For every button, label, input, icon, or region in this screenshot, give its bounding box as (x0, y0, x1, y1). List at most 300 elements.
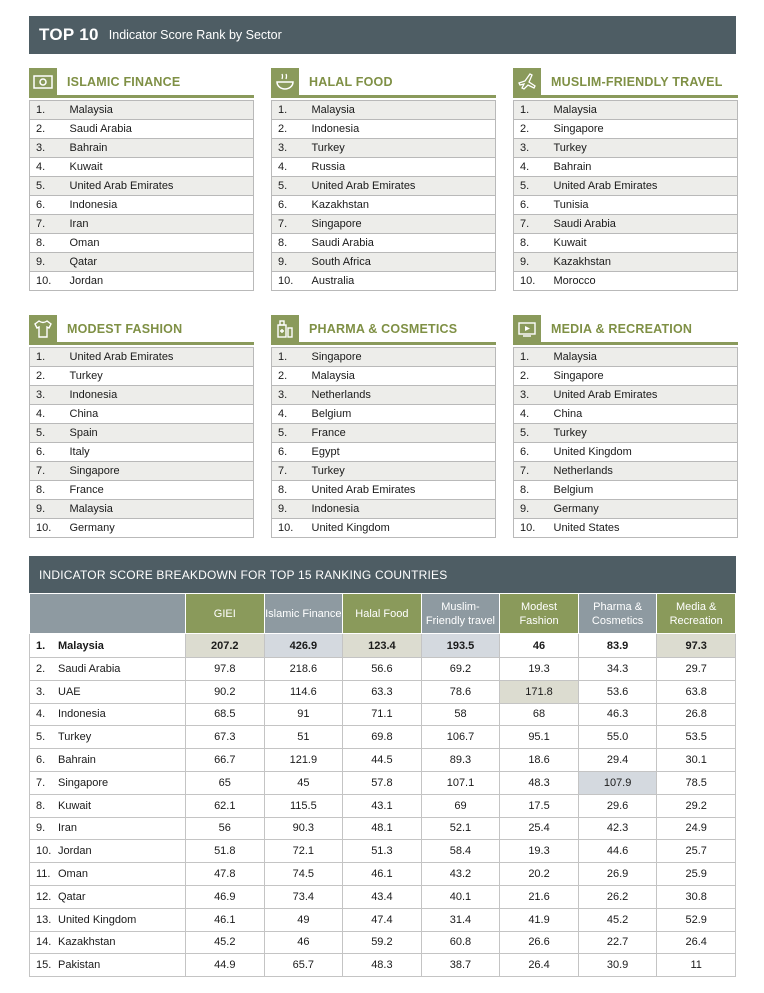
sector-rank-list (29, 347, 254, 538)
country-name: Oman (58, 868, 88, 881)
score-cell: 45 (264, 771, 343, 794)
rank-number: 2. (272, 367, 306, 386)
score-cell: 106.7 (421, 726, 500, 749)
rank-number: 8. (514, 481, 548, 500)
score-cell: 57.8 (343, 771, 422, 794)
rank-country: United Arab Emirates (306, 481, 496, 500)
score-cell: 62.1 (186, 794, 265, 817)
rank-row (30, 443, 254, 462)
score-cell: 218.6 (264, 658, 343, 681)
score-cell: 30.8 (657, 885, 736, 908)
rank-country: Spain (64, 424, 254, 443)
rank-number: 8. (30, 481, 64, 500)
rank-number: 8. (272, 234, 306, 253)
score-cell: 90.2 (186, 680, 265, 703)
rank-country: Singapore (548, 120, 738, 139)
rank-number: 15. (36, 959, 52, 972)
country-cell (30, 885, 186, 908)
rank-number: 5. (514, 177, 548, 196)
rank-number: 6. (514, 196, 548, 215)
rank-country: Turkey (306, 139, 496, 158)
rank-country: Malaysia (64, 500, 254, 519)
rank-country: United Arab Emirates (64, 348, 254, 367)
rank-row (514, 196, 738, 215)
corner-cell (30, 594, 186, 634)
rank-number: 10. (272, 519, 306, 538)
rank-country: Belgium (548, 481, 738, 500)
score-cell: 41.9 (500, 908, 579, 931)
table-row (30, 726, 736, 749)
rank-row (272, 139, 496, 158)
rank-number: 5. (30, 177, 64, 196)
sector-rank-list (513, 100, 738, 291)
score-cell: 29.7 (657, 658, 736, 681)
rank-number: 2. (30, 120, 64, 139)
country-name: Bahrain (58, 754, 96, 767)
rank-number: 8. (30, 234, 64, 253)
banner-title: TOP 10 (39, 25, 99, 44)
table-row (30, 703, 736, 726)
sector-title: ISLAMIC FINANCE (67, 74, 181, 89)
score-cell: 67.3 (186, 726, 265, 749)
rank-country: Kazakhstan (548, 253, 738, 272)
score-cell: 31.4 (421, 908, 500, 931)
rank-row (514, 139, 738, 158)
score-cell: 78.6 (421, 680, 500, 703)
rank-row (30, 405, 254, 424)
score-cell: 207.2 (186, 634, 265, 658)
country-name: Kazakhstan (58, 936, 116, 949)
top10-banner (29, 16, 736, 54)
rank-row (272, 101, 496, 120)
rank-country: Indonesia (306, 500, 496, 519)
rank-number: 9. (514, 500, 548, 519)
score-cell: 97.3 (657, 634, 736, 658)
score-cell: 65 (186, 771, 265, 794)
sector-title: PHARMA & COSMETICS (309, 321, 458, 336)
sector-muslim-friendly-travel (513, 68, 738, 291)
rank-number: 3. (272, 139, 306, 158)
rank-country: Bahrain (548, 158, 738, 177)
sector-pharma-cosmetics (271, 315, 496, 538)
rank-number: 14. (36, 936, 52, 949)
rank-number: 2. (30, 367, 64, 386)
rank-country: Qatar (64, 253, 254, 272)
rank-country: Indonesia (64, 196, 254, 215)
rank-number: 5. (30, 424, 64, 443)
rank-number: 1. (272, 348, 306, 367)
rank-row (30, 500, 254, 519)
score-cell: 44.6 (578, 840, 657, 863)
rank-number: 6. (272, 196, 306, 215)
rank-country: Malaysia (548, 348, 738, 367)
country-name: UAE (58, 685, 81, 698)
score-cell: 193.5 (421, 634, 500, 658)
score-cell: 26.4 (500, 954, 579, 977)
rank-number: 1. (272, 101, 306, 120)
score-cell: 19.3 (500, 658, 579, 681)
rank-row (272, 234, 496, 253)
score-cell: 51.8 (186, 840, 265, 863)
score-cell: 22.7 (578, 931, 657, 954)
rank-country: Bahrain (64, 139, 254, 158)
rank-country: Turkey (548, 424, 738, 443)
score-cell: 60.8 (421, 931, 500, 954)
rank-row (272, 481, 496, 500)
rank-number: 6. (272, 443, 306, 462)
score-cell: 68 (500, 703, 579, 726)
score-cell: 53.6 (578, 680, 657, 703)
rank-country: Iran (64, 215, 254, 234)
score-cell: 48.3 (500, 771, 579, 794)
score-cell: 48.1 (343, 817, 422, 840)
col-pharma-cosmetics: Pharma & Cosmetics (578, 594, 657, 634)
rank-number: 3. (514, 386, 548, 405)
rank-number: 7. (272, 462, 306, 481)
rank-country: United Arab Emirates (64, 177, 254, 196)
score-cell: 59.2 (343, 931, 422, 954)
country-name: Pakistan (58, 959, 101, 972)
country-name: United Kingdom (58, 913, 137, 926)
table-row (30, 634, 736, 658)
score-cell: 51.3 (343, 840, 422, 863)
rank-row (30, 481, 254, 500)
score-cell: 71.1 (343, 703, 422, 726)
col-media-recreation: Media & Recreation (657, 594, 736, 634)
country-cell (30, 794, 186, 817)
rank-number: 4. (514, 158, 548, 177)
score-cell: 26.9 (578, 863, 657, 886)
banner-subtitle: Indicator Score Rank by Sector (108, 28, 282, 42)
rank-number: 9. (36, 822, 46, 835)
rank-number: 7. (30, 462, 64, 481)
rank-number: 3. (30, 139, 64, 158)
rank-row (30, 215, 254, 234)
rank-number: 4. (272, 158, 306, 177)
rank-row (30, 253, 254, 272)
score-cell: 114.6 (264, 680, 343, 703)
rank-row (514, 481, 738, 500)
rank-row (30, 424, 254, 443)
sector-rank-list (271, 100, 496, 291)
rank-number: 3. (36, 685, 46, 698)
score-cell: 30.9 (578, 954, 657, 977)
score-breakdown (29, 556, 736, 977)
score-cell: 91 (264, 703, 343, 726)
score-cell: 97.8 (186, 658, 265, 681)
score-cell: 58 (421, 703, 500, 726)
table-row (30, 931, 736, 954)
rank-country: Indonesia (64, 386, 254, 405)
rank-number: 9. (272, 253, 306, 272)
rank-row (514, 462, 738, 481)
rank-row (272, 348, 496, 367)
rank-row (272, 424, 496, 443)
rank-country: Malaysia (548, 101, 738, 120)
rank-country: Malaysia (306, 101, 496, 120)
country-cell (30, 908, 186, 931)
table-row (30, 863, 736, 886)
rank-number: 4. (36, 708, 46, 721)
sector-header (271, 315, 496, 345)
rank-number: 7. (272, 215, 306, 234)
media-icon (513, 315, 541, 343)
rank-row (514, 405, 738, 424)
rank-country: France (306, 424, 496, 443)
score-cell: 66.7 (186, 749, 265, 772)
score-cell: 115.5 (264, 794, 343, 817)
rank-row (30, 519, 254, 538)
country-name: Iran (58, 822, 77, 835)
score-cell: 52.1 (421, 817, 500, 840)
rank-number: 3. (514, 139, 548, 158)
table-row (30, 771, 736, 794)
rank-country: Italy (64, 443, 254, 462)
rank-country: Malaysia (64, 101, 254, 120)
rank-row (514, 253, 738, 272)
score-cell: 426.9 (264, 634, 343, 658)
sector-modest-fashion (29, 315, 254, 538)
rank-number: 2. (514, 120, 548, 139)
rank-country: United Arab Emirates (548, 386, 738, 405)
rank-row (30, 158, 254, 177)
rank-number: 9. (30, 500, 64, 519)
rank-number: 1. (36, 639, 46, 652)
country-cell (30, 703, 186, 726)
score-cell: 107.9 (578, 771, 657, 794)
rank-country: France (64, 481, 254, 500)
rank-row (514, 234, 738, 253)
score-cell: 47.4 (343, 908, 422, 931)
score-cell: 55.0 (578, 726, 657, 749)
rank-number: 1. (30, 348, 64, 367)
rank-row (30, 348, 254, 367)
score-cell: 89.3 (421, 749, 500, 772)
rank-row (514, 443, 738, 462)
score-cell: 25.7 (657, 840, 736, 863)
rank-number: 4. (272, 405, 306, 424)
score-cell: 25.4 (500, 817, 579, 840)
rank-row (272, 405, 496, 424)
country-name: Turkey (58, 731, 92, 744)
col-muslim-friendly-travel: Muslim- Friendly travel (421, 594, 500, 634)
rank-country: Saudi Arabia (306, 234, 496, 253)
rank-country: Turkey (64, 367, 254, 386)
rank-number: 7. (36, 776, 46, 789)
rank-number: 9. (514, 253, 548, 272)
rank-country: Singapore (548, 367, 738, 386)
score-cell: 171.8 (500, 680, 579, 703)
score-cell: 63.3 (343, 680, 422, 703)
rank-number: 5. (36, 731, 46, 744)
rank-number: 6. (36, 754, 46, 767)
rank-number: 1. (514, 348, 548, 367)
country-cell (30, 634, 186, 658)
col-halal-food: Halal Food (343, 594, 422, 634)
sector-header (513, 68, 738, 98)
score-cell: 46.1 (343, 863, 422, 886)
breakdown-title: INDICATOR SCORE BREAKDOWN FOR TOP 15 RANKING COUNTRIES (29, 556, 736, 593)
rank-number: 2. (36, 662, 46, 675)
rank-row (514, 272, 738, 291)
country-cell (30, 817, 186, 840)
rank-country: Russia (306, 158, 496, 177)
airplane-icon (513, 68, 541, 96)
score-cell: 107.1 (421, 771, 500, 794)
sector-halal-food (271, 68, 496, 291)
rank-country: United Arab Emirates (548, 177, 738, 196)
score-cell: 44.5 (343, 749, 422, 772)
rank-row (514, 101, 738, 120)
rank-number: 9. (272, 500, 306, 519)
rank-number: 10. (514, 272, 548, 291)
sector-header (29, 315, 254, 345)
rank-country: Belgium (306, 405, 496, 424)
rank-row (272, 367, 496, 386)
rank-number: 5. (272, 177, 306, 196)
rank-country: Egypt (306, 443, 496, 462)
country-name: Singapore (58, 776, 109, 789)
rank-row (272, 519, 496, 538)
breakdown-table (29, 593, 736, 977)
rank-number: 5. (514, 424, 548, 443)
country-cell (30, 680, 186, 703)
col-islamic-finance: Islamic Finance (264, 594, 343, 634)
rank-country: United States (548, 519, 738, 538)
score-cell: 74.5 (264, 863, 343, 886)
country-name: Jordan (58, 845, 92, 858)
table-row (30, 908, 736, 931)
score-cell: 44.9 (186, 954, 265, 977)
rank-number: 7. (514, 215, 548, 234)
rank-country: Jordan (64, 272, 254, 291)
score-cell: 53.5 (657, 726, 736, 749)
country-name: Qatar (58, 890, 86, 903)
rank-country: United Kingdom (306, 519, 496, 538)
rank-row (514, 120, 738, 139)
country-cell (30, 726, 186, 749)
table-row (30, 954, 736, 977)
rank-row (272, 158, 496, 177)
score-cell: 26.8 (657, 703, 736, 726)
rank-number: 7. (514, 462, 548, 481)
rank-row (514, 386, 738, 405)
score-cell: 30.1 (657, 749, 736, 772)
rank-number: 10. (514, 519, 548, 538)
rank-row (514, 519, 738, 538)
rank-number: 4. (514, 405, 548, 424)
rank-row (30, 196, 254, 215)
score-cell: 121.9 (264, 749, 343, 772)
score-cell: 51 (264, 726, 343, 749)
score-cell: 83.9 (578, 634, 657, 658)
score-cell: 24.9 (657, 817, 736, 840)
rank-country: Oman (64, 234, 254, 253)
col-giei: GIEI (186, 594, 265, 634)
rank-row (272, 253, 496, 272)
country-cell (30, 954, 186, 977)
sector-islamic-finance (29, 68, 254, 291)
rank-country: Germany (64, 519, 254, 538)
score-cell: 26.4 (657, 931, 736, 954)
money-icon (29, 68, 57, 96)
rank-country: Kazakhstan (306, 196, 496, 215)
sector-header (513, 315, 738, 345)
score-cell: 18.6 (500, 749, 579, 772)
rank-country: Germany (548, 500, 738, 519)
rank-row (30, 139, 254, 158)
score-cell: 34.3 (578, 658, 657, 681)
rank-row (514, 348, 738, 367)
country-cell (30, 771, 186, 794)
score-cell: 56 (186, 817, 265, 840)
country-cell (30, 863, 186, 886)
rank-country: Singapore (306, 348, 496, 367)
rank-row (30, 120, 254, 139)
rank-row (272, 443, 496, 462)
rank-number: 9. (30, 253, 64, 272)
rank-number: 10. (30, 272, 64, 291)
rank-row (514, 367, 738, 386)
score-cell: 29.6 (578, 794, 657, 817)
table-row (30, 749, 736, 772)
score-cell: 65.7 (264, 954, 343, 977)
table-row (30, 794, 736, 817)
rank-country: Tunisia (548, 196, 738, 215)
score-cell: 52.9 (657, 908, 736, 931)
rank-country: Kuwait (64, 158, 254, 177)
rank-row (272, 272, 496, 291)
score-cell: 72.1 (264, 840, 343, 863)
score-cell: 29.2 (657, 794, 736, 817)
score-cell: 58.4 (421, 840, 500, 863)
rank-number: 6. (30, 443, 64, 462)
score-cell: 21.6 (500, 885, 579, 908)
score-cell: 47.8 (186, 863, 265, 886)
rank-country: Saudi Arabia (548, 215, 738, 234)
country-cell (30, 931, 186, 954)
score-cell: 95.1 (500, 726, 579, 749)
country-name: Kuwait (58, 799, 92, 812)
table-row (30, 840, 736, 863)
score-cell: 68.5 (186, 703, 265, 726)
rank-number: 13. (36, 913, 52, 926)
sector-header (29, 68, 254, 98)
rank-row (514, 158, 738, 177)
rank-number: 8. (272, 481, 306, 500)
rank-country: Australia (306, 272, 496, 291)
score-cell: 42.3 (578, 817, 657, 840)
rank-row (514, 424, 738, 443)
rank-row (30, 386, 254, 405)
rank-number: 5. (272, 424, 306, 443)
rank-row (272, 177, 496, 196)
score-cell: 20.2 (500, 863, 579, 886)
score-cell: 26.6 (500, 931, 579, 954)
rank-number: 8. (514, 234, 548, 253)
rank-country: China (64, 405, 254, 424)
rank-row (272, 196, 496, 215)
country-cell (30, 840, 186, 863)
sector-rank-list (29, 100, 254, 291)
score-cell: 46.1 (186, 908, 265, 931)
rank-row (272, 386, 496, 405)
rank-row (30, 101, 254, 120)
score-cell: 46.9 (186, 885, 265, 908)
rank-row (514, 215, 738, 234)
sector-title: MUSLIM-FRIENDLY TRAVEL (551, 74, 723, 89)
score-cell: 45.2 (186, 931, 265, 954)
